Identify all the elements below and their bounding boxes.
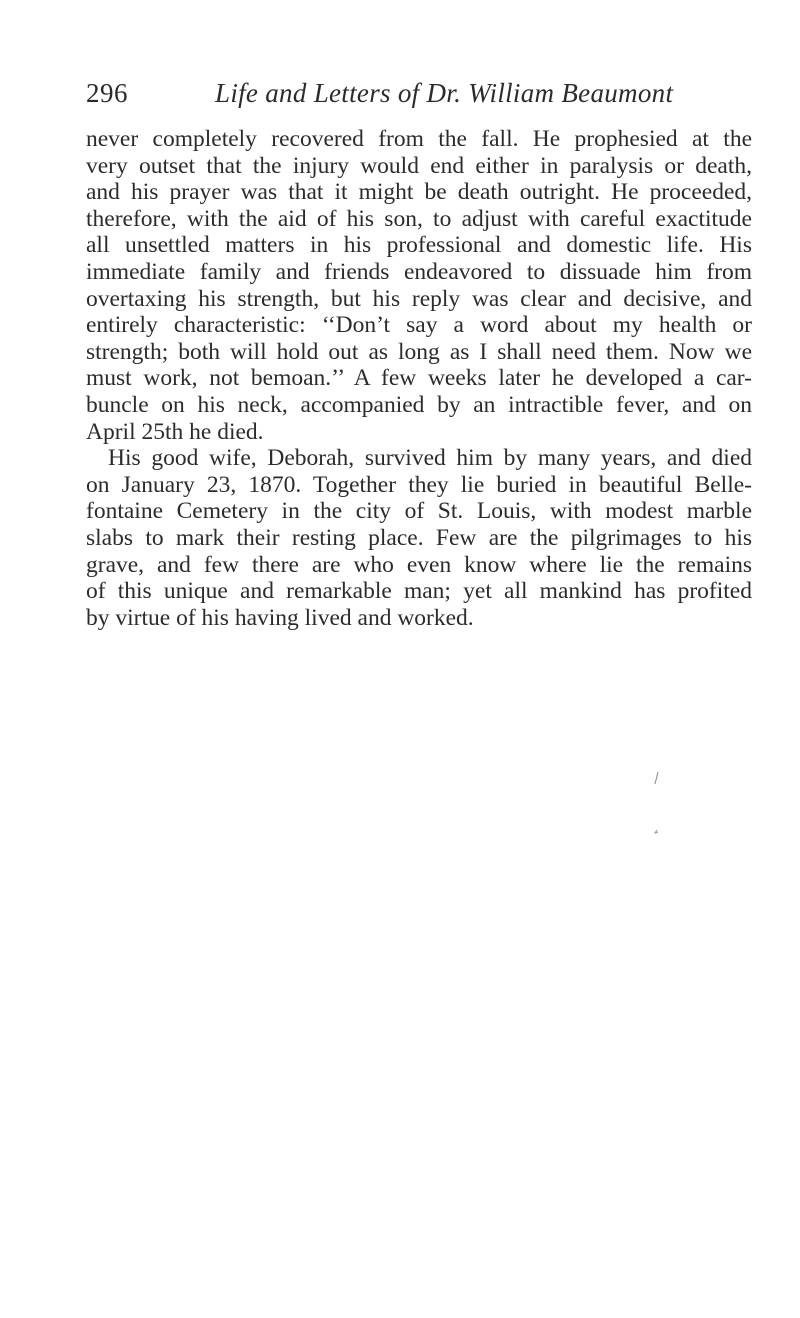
text-line: must work, not bemoan.’’ A few weeks later he developed a car- <box>86 365 752 392</box>
text-line: buncle on his neck, accompanied by an intractible fever, and on <box>86 391 752 418</box>
page-number: 296 <box>86 78 128 108</box>
text-line: slabs to mark their resting place. Few are the pilgrimages to his <box>86 524 752 551</box>
text-line: entirely characteristic: ‘‘Don’t say a word about my health or <box>86 312 752 339</box>
text-line: by virtue of his having lived and worked. <box>86 604 474 631</box>
text-line: very outset that the injury would end either in paralysis or death, <box>86 152 752 179</box>
stray-ink-mark <box>652 770 662 850</box>
text-line: April 25th he died. <box>86 418 264 445</box>
paragraph-2 <box>86 445 752 631</box>
text-line: therefore, with the aid of his son, to adjust with careful exactitude <box>86 205 752 232</box>
text-line: all unsettled matters in his professional and domestic life. His <box>86 232 752 259</box>
running-title: Life and Letters of Dr. William Beaumont <box>215 78 674 108</box>
text-line: of this unique and remarkable man; yet all mankind has profited <box>86 578 752 605</box>
text-line: fontaine Cemetery in the city of St. Louis, with modest marble <box>86 498 752 525</box>
body-text <box>86 126 752 631</box>
paragraph-1 <box>86 126 752 445</box>
text-line: on January 23, 1870. Together they lie buried in beautiful Belle- <box>86 471 752 498</box>
text-line: His good wife, Deborah, survived him by many years, and died <box>108 445 752 472</box>
running-head <box>86 78 752 118</box>
text-line: strength; both will hold out as long as I shall need them. Now we <box>86 338 752 365</box>
text-line: immediate family and friends endeavored to dissuade him from <box>86 258 752 285</box>
text-line: overtaxing his strength, but his reply was clear and decisive, and <box>86 285 752 312</box>
text-line: never completely recovered from the fall. He prophesied at the <box>86 126 752 152</box>
text-line: and his prayer was that it might be death outright. He proceeded, <box>86 179 752 206</box>
text-line: grave, and few there are who even know where lie the remains <box>86 551 752 578</box>
